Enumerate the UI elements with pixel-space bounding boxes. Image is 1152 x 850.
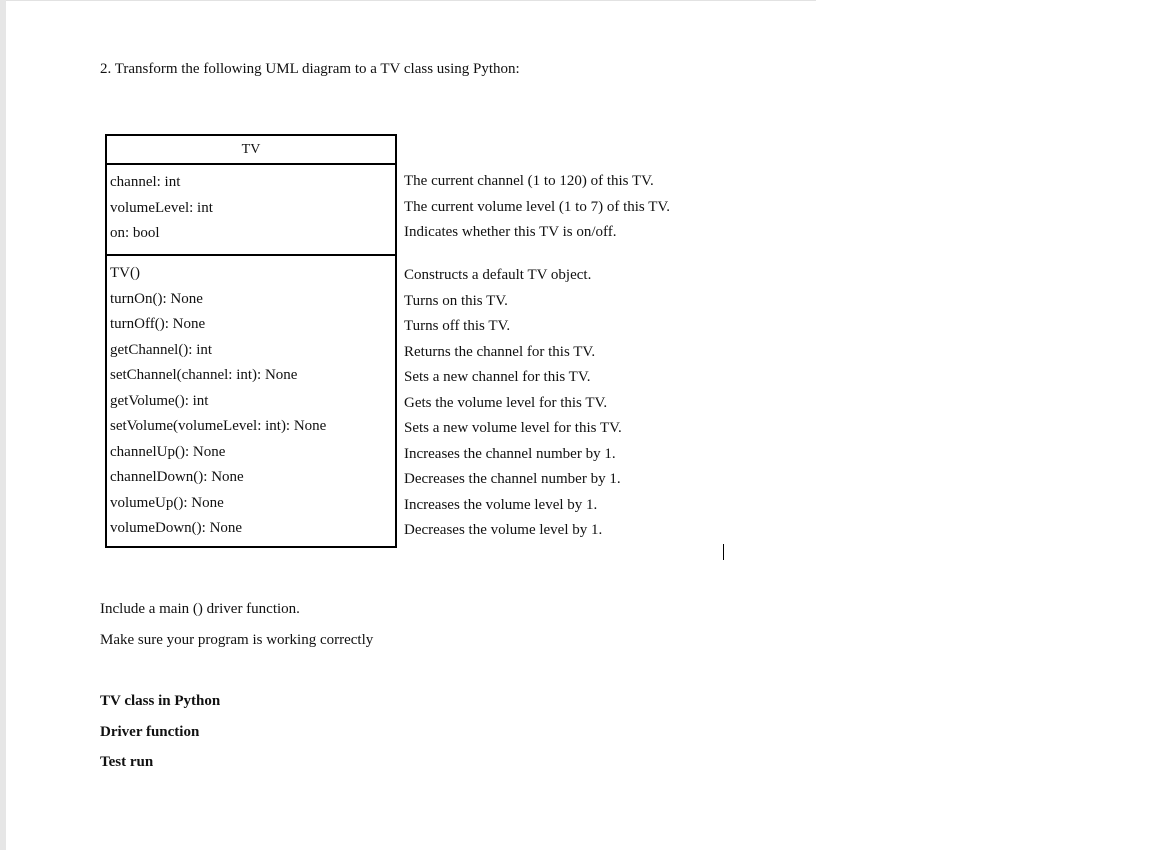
uml-method: setChannel(channel: int): None bbox=[110, 367, 298, 383]
uml-method: channelDown(): None bbox=[110, 469, 244, 485]
uml-method: volumeUp(): None bbox=[110, 494, 224, 511]
method-description: Decreases the channel number by 1. bbox=[404, 471, 621, 487]
uml-methods-compartment bbox=[107, 256, 395, 546]
uml-attributes-compartment bbox=[107, 165, 395, 256]
uml-class-name: TV bbox=[107, 136, 395, 165]
uml-method: volumeDown(): None bbox=[110, 520, 243, 536]
uml-method: channelUp(): None bbox=[110, 443, 226, 460]
uml-attribute: channel: int bbox=[110, 174, 181, 190]
uml-method: setVolume(volumeLevel: int): None bbox=[110, 418, 327, 434]
question-text: 2. Transform the following UML diagram to a TV class using Python: bbox=[100, 61, 520, 77]
method-descriptions bbox=[404, 265, 622, 546]
uml-method: TV() bbox=[110, 265, 140, 281]
section-heading-tv-class: TV class in Python bbox=[100, 693, 221, 709]
text-cursor bbox=[723, 544, 724, 560]
uml-method: turnOff(): None bbox=[110, 316, 206, 332]
method-description: Increases the volume level by 1. bbox=[404, 496, 598, 513]
instruction-main-driver: Include a main () driver function. bbox=[100, 601, 300, 617]
instruction-test: Make sure your program is working correctly bbox=[100, 632, 374, 648]
attribute-description: The current channel (1 to 120) of this TV. bbox=[404, 173, 654, 189]
method-description: Gets the volume level for this TV. bbox=[404, 394, 608, 411]
attribute-descriptions bbox=[404, 171, 670, 248]
method-description: Constructs a default TV object. bbox=[404, 267, 592, 283]
page-top-border bbox=[6, 0, 816, 1]
section-heading-test-run: Test run bbox=[100, 754, 154, 770]
method-description: Turns off this TV. bbox=[404, 318, 511, 334]
attribute-description: The current volume level (1 to 7) of this TV. bbox=[404, 198, 671, 215]
method-description: Decreases the volume level by 1. bbox=[404, 522, 603, 538]
method-description: Increases the channel number by 1. bbox=[404, 445, 616, 462]
document-page[interactable] bbox=[6, 0, 1152, 850]
uml-class-diagram bbox=[105, 134, 397, 548]
method-description: Sets a new volume level for this TV. bbox=[404, 420, 622, 436]
section-heading-driver: Driver function bbox=[100, 724, 200, 740]
uml-attribute: volumeLevel: int bbox=[110, 199, 213, 216]
attribute-description: Indicates whether this TV is on/off. bbox=[404, 224, 617, 240]
method-description: Turns on this TV. bbox=[404, 292, 508, 309]
uml-method: getVolume(): int bbox=[110, 392, 209, 409]
uml-method: turnOn(): None bbox=[110, 290, 203, 307]
method-description: Sets a new channel for this TV. bbox=[404, 369, 591, 385]
uml-method: getChannel(): int bbox=[110, 341, 213, 358]
uml-attribute: on: bool bbox=[110, 225, 160, 241]
method-description: Returns the channel for this TV. bbox=[404, 343, 596, 360]
